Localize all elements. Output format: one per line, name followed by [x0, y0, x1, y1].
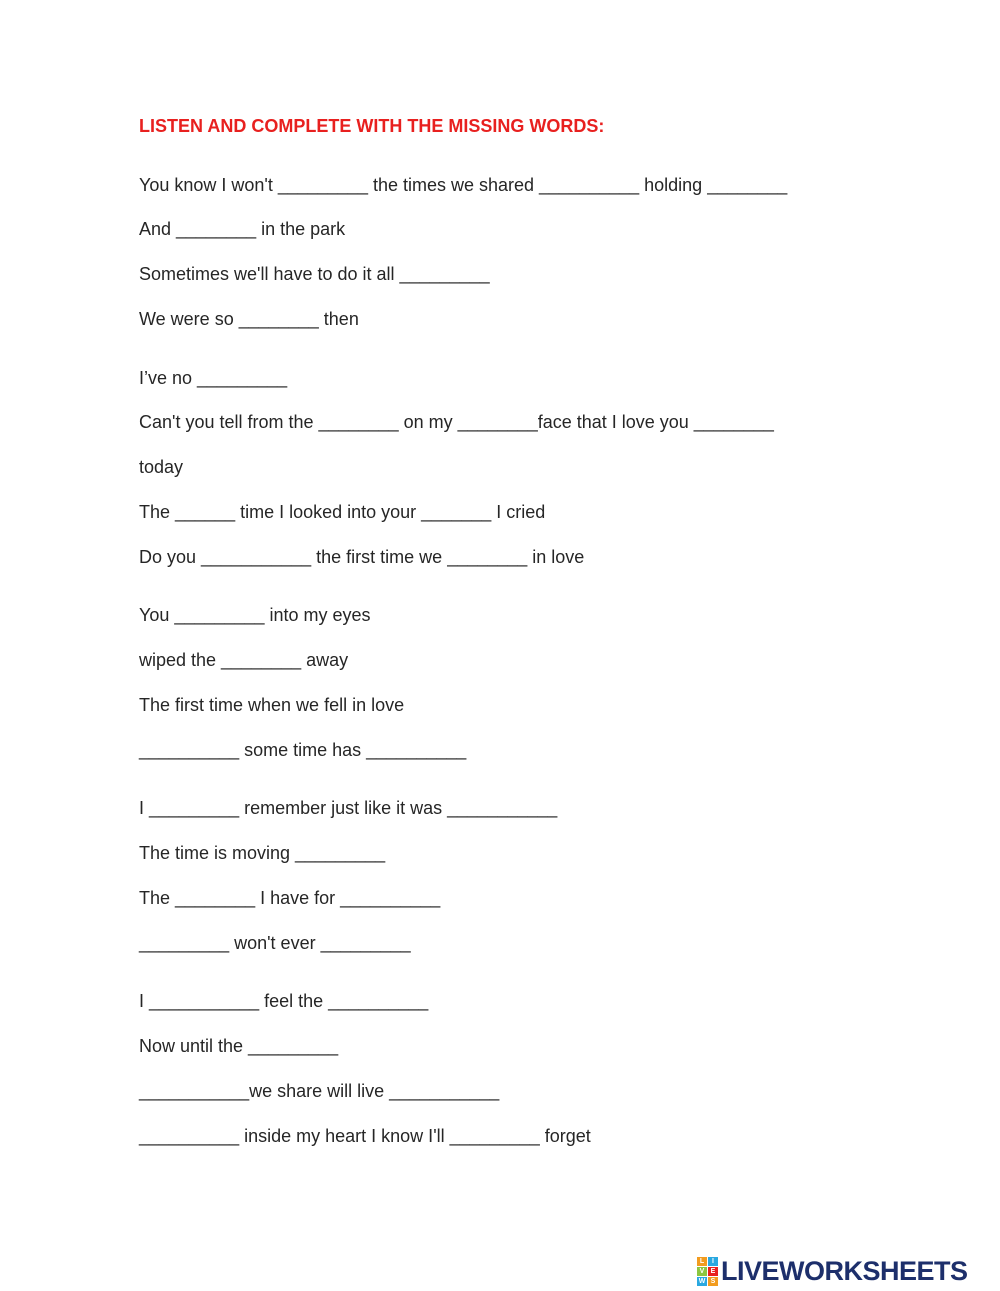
lyric-line-10: You _________ into my eyes — [139, 605, 371, 625]
lyric-line-8: The ______ time I looked into your _______ I cried — [139, 502, 546, 522]
lyric-line-18: I ___________ feel the __________ — [139, 991, 429, 1011]
logo-text: LIVEWORKSHEETS — [721, 1255, 968, 1286]
logo-mark-letter: L — [697, 1257, 707, 1266]
logo-mark-letter: V — [697, 1267, 707, 1276]
lyric-line-17: _________ won't ever _________ — [139, 933, 411, 953]
lyric-line-7: today — [139, 457, 184, 477]
lyric-line-21: __________ inside my heart I know I'll _________ forget — [139, 1126, 591, 1146]
lyric-line-4: We were so ________ then — [139, 309, 359, 329]
lyric-line-16: The ________ I have for __________ — [139, 888, 441, 908]
logo-mark-letter: E — [708, 1267, 718, 1276]
liveworksheets-logo — [697, 1256, 968, 1286]
lyric-line-1: You know I won't _________ the times we shared __________ holding ________ — [139, 175, 788, 195]
logo-mark-icon — [697, 1257, 718, 1286]
lyric-line-3: Sometimes we'll have to do it all _________ — [139, 264, 490, 284]
lyric-line-13: __________ some time has __________ — [139, 740, 467, 760]
lyric-line-11: wiped the ________ away — [139, 650, 349, 670]
logo-mark-letter: I — [708, 1257, 718, 1266]
logo-mark-letter: S — [708, 1277, 718, 1286]
lyric-line-19: Now until the _________ — [139, 1036, 339, 1056]
logo-mark-letter: W — [698, 1277, 706, 1285]
lyric-line-15: The time is moving _________ — [139, 843, 386, 863]
lyric-line-6: Can't you tell from the ________ on my ________face that I love you ________ — [139, 412, 774, 432]
lyric-line-14: I _________ remember just like it was ___________ — [139, 798, 558, 818]
lyric-line-9: Do you ___________ the first time we ________ in love — [139, 547, 585, 567]
lyric-line-12: The first time when we fell in love — [139, 695, 405, 715]
worksheet-title: LISTEN AND COMPLETE WITH THE MISSING WORDS: — [139, 116, 605, 136]
lyric-line-5: I’ve no _________ — [139, 368, 288, 388]
lyric-line-2: And ________ in the park — [139, 219, 346, 239]
lyric-line-20: ___________we share will live ___________ — [139, 1081, 500, 1101]
